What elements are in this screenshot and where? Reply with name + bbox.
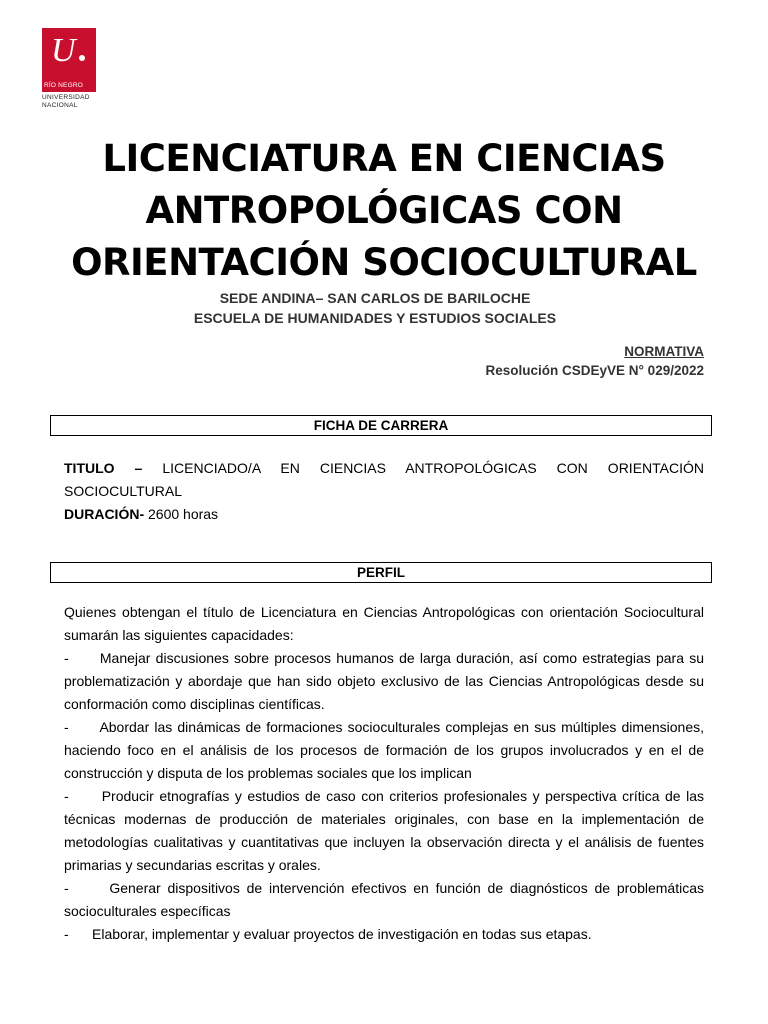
page-title [0,133,768,289]
perfil-item: - Producir etnografías y estudios de caso con criterios profesionales y perspectiva crítica de las técnicas modernas de producción de materiales originales, con base en la implementación de metodologías cualitativas y cuantitativas que incluyen la observación directa y el análisis de fuentes primarias y secundarias escritas y orales. [64,788,704,873]
perfil-item-text: Producir etnografías y estudios de caso con criterios profesionales y perspectiva crítica de las técnicas modernas de producción de materiales originales, con base en la implementación de metodologías cualitativas y cuantitativas que incluyen la observación directa y el análisis de fuentes primarias y secundarias escritas y orales. [64,788,704,873]
logo-universidad: UNIVERSIDAD [42,94,90,101]
subtitle-sede: SEDE ANDINA– SAN CARLOS DE BARILOCHE [219,290,531,306]
perfil-content [64,601,704,946]
perfil-item-text: Abordar las dinámicas de formaciones socioculturales complejas en sus múltiples dimensiones, haciendo foco en el análisis de los procesos de formación de los grupos involucrados y en el de construcción y disputa de los problemas sociales que los implican [64,719,704,781]
titulo-row [64,457,704,503]
logo-rio-negro: RÍO NEGRO [44,82,83,89]
logo-u-glyph: U [51,32,76,69]
perfil-intro: Quienes obtengan el título de Licenciatura en Ciencias Antropológicas con orientación Sociocultural sumarán las siguientes capacidades: [64,604,704,643]
ficha-heading: FICHA DE CARRERA [50,415,712,436]
university-logo [42,28,98,110]
duracion-value: 2600 horas [148,506,219,522]
perfil-item-text: Manejar discusiones sobre procesos humanos de larga duración, así como estrategias para su problematización y abordaje que han sido objeto exclusivo de las Ciencias Antropológicas desde su conformación como disciplinas científicas. [64,650,704,712]
perfil-item-text: Elaborar, implementar y evaluar proyectos de investigación en todas sus etapas. [92,926,592,942]
perfil-item: - Manejar discusiones sobre procesos humanos de larga duración, así como estrategias para su problematización y abordaje que han sido objeto exclusivo de las Ciencias Antropológicas desde su conformación como disciplinas científicas. [64,650,704,712]
normativa-block [486,342,705,380]
titulo-label: TITULO – [64,460,143,476]
titulo-value: LICENCIADO/A EN CIENCIAS ANTROPOLÓGICAS CON ORIENTACIÓN SOCIOCULTURAL [64,460,704,499]
title-line-3: ORIENTACIÓN SOCIOCULTURAL [71,241,697,284]
perfil-item: - Generar dispositivos de intervención efectivos en función de diagnósticos de problemáticas socioculturales específicas [64,880,704,919]
normativa-label: NORMATIVA [624,344,704,359]
title-line-1: LICENCIATURA EN CIENCIAS [102,137,666,180]
duracion-label: DURACIÓN- [64,506,145,522]
logo-dot [79,55,85,61]
perfil-heading: PERFIL [50,562,712,583]
perfil-item: - Abordar las dinámicas de formaciones socioculturales complejas en sus múltiples dimensiones, haciendo foco en el análisis de los procesos de formación de los grupos involucrados y en el de construcción y disputa de los problemas sociales que los implican [64,719,704,781]
perfil-item-text: Generar dispositivos de intervención efectivos en función de diagnósticos de problemáticas socioculturales específicas [64,880,704,919]
subtitle-escuela: ESCUELA DE HUMANIDADES Y ESTUDIOS SOCIALES [193,310,557,326]
resolution-text: Resolución CSDEyVE N° 029/2022 [485,363,704,378]
duracion-row [64,503,704,526]
subtitle [0,288,750,328]
logo-mark [42,28,96,92]
logo-nacional: NACIONAL [42,102,78,109]
title-line-2: ANTROPOLÓGICAS CON [145,189,623,232]
ficha-content [64,457,704,526]
perfil-item: - Elaborar, implementar y evaluar proyectos de investigación en todas sus etapas. [64,926,592,942]
